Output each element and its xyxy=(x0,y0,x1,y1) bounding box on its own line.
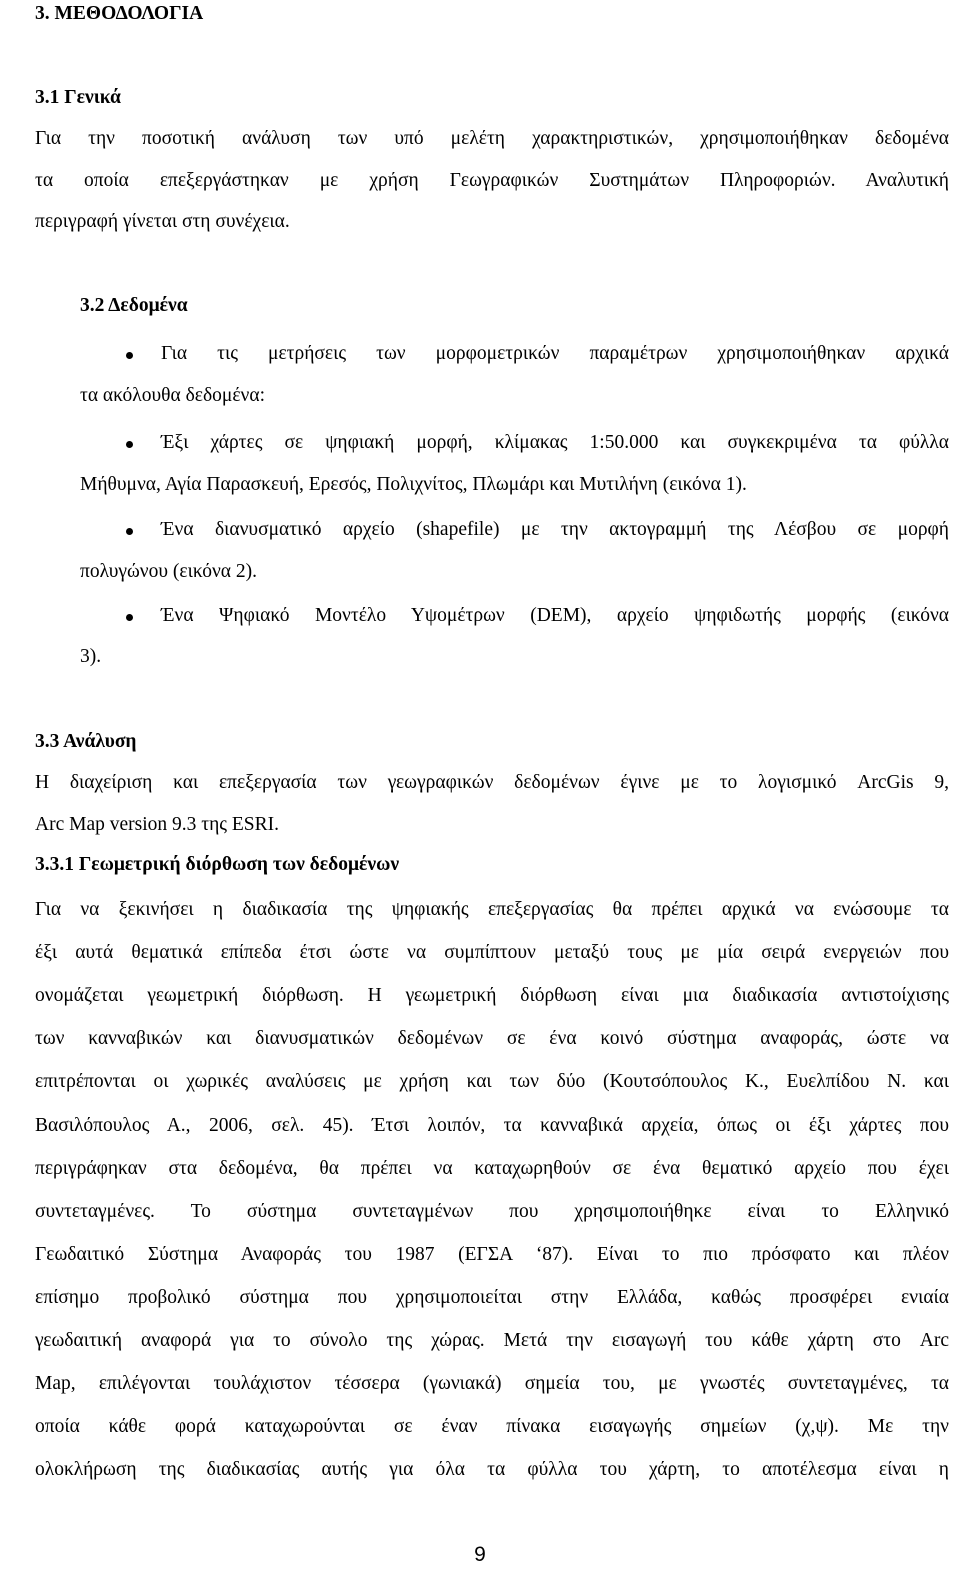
paragraph-line: τα οποία επεξεργάστηκαν με χρήση Γεωγραφικών Συστημάτων Πληροφοριών. Αναλυτική xyxy=(35,170,949,191)
paragraph-line: Η διαχείριση και επεξεργασία των γεωγραφικών δεδομένων έγινε με το λογισμικό ArcGis 9, xyxy=(35,772,949,793)
bullet-item-line: τα ακόλουθα δεδομένα: xyxy=(80,385,265,406)
paragraph-line: οποία κάθε φορά καταχωρούνται σε έναν πίνακα εισαγωγής σημείων (χ,ψ). Με την xyxy=(35,1416,949,1437)
paragraph-line: Arc Map version 9.3 της ESRI. xyxy=(35,814,280,835)
bullet-item-line: Για τις μετρήσεις των μορφομετρικών παραμέτρων χρησιμοποιήθηκαν αρχικά xyxy=(161,343,949,364)
section-3-3-1-title: 3.3.1 Γεωμετρική διόρθωση των δεδομένων xyxy=(35,854,400,875)
paragraph-line: συντεταγμένες. Το σύστημα συντεταγμένων που χρησιμοποιήθηκε είναι το Ελληνικό xyxy=(35,1201,949,1222)
section-3-1-title: 3.1 Γενικά xyxy=(35,87,121,108)
paragraph-line: ονομάζεται γεωμετρική διόρθωση. Η γεωμετρική διόρθωση είναι μια διαδικασία αντιστοίχισης xyxy=(35,985,949,1006)
paragraph-line: επιτρέπονται οι χωρικές αναλύσεις με χρήση και των δύο (Κουτσόπουλος Κ., Ευελπίδου Ν. και xyxy=(35,1071,949,1092)
chapter-heading: 3. ΜΕΘΟΔΟΛΟΓΙΑ xyxy=(35,3,204,24)
bullet-item-line: Έξι χάρτες σε ψηφιακή μορφή, κλίμακας 1:50.000 και συγκεκριμένα τα φύλλα xyxy=(161,432,949,453)
section-3-3-title: 3.3 Ανάλυση xyxy=(35,731,137,752)
paragraph-line: περιγράφηκαν στα δεδομένα, θα πρέπει να καταχωρηθούν σε ένα θεματικό αρχείο που έχει xyxy=(35,1158,949,1179)
bullet-icon xyxy=(126,441,133,448)
page-number: 9 xyxy=(474,1543,486,1566)
bullet-item-line: πολυγώνου (εικόνα 2). xyxy=(80,561,258,582)
paragraph-line: των κανναβικών και διανυσματικών δεδομένων σε ένα κοινό σύστημα αναφοράς, ώστε να xyxy=(35,1028,949,1049)
paragraph-line: Map, επιλέγονται τουλάχιστον τέσσερα (γωνιακά) σημεία του, με γνωστές συντεταγμένες, τα xyxy=(35,1373,949,1394)
bullet-icon xyxy=(126,528,133,535)
paragraph-line: Γεωδαιτικό Σύστημα Αναφοράς του 1987 (ΕΓΣΑ ‘87). Είναι το πιο πρόσφατο και πλέον xyxy=(35,1244,949,1265)
bullet-icon xyxy=(126,614,133,621)
bullet-item-line: Μήθυμνα, Αγία Παρασκευή, Ερεσός, Πολιχνίτος, Πλωμάρι και Μυτιλήνη (εικόνα 1). xyxy=(80,474,747,495)
bullet-item-line: Ένα διανυσματικό αρχείο (shapefile) με την ακτογραμμή της Λέσβου σε μορφή xyxy=(161,519,949,540)
bullet-item-line: 3). xyxy=(80,646,102,667)
section-3-2-title: 3.2 Δεδομένα xyxy=(80,295,188,316)
bullet-icon xyxy=(126,352,133,359)
paragraph-line: Για την ποσοτική ανάλυση των υπό μελέτη χαρακτηριστικών, χρησιμοποιήθηκαν δεδομένα xyxy=(35,128,949,149)
bullet-item-line: Ένα Ψηφιακό Μοντέλο Υψομέτρων (DEM), αρχείο ψηφιδωτής μορφής (εικόνα xyxy=(161,605,949,626)
paragraph-line: έξι αυτά θεματικά επίπεδα έτσι ώστε να συμπίπτουν μεταξύ τους με μία σειρά ενεργειών που xyxy=(35,942,949,963)
paragraph-line: περιγραφή γίνεται στη συνέχεια. xyxy=(35,211,290,232)
paragraph-line: ολοκλήρωση της διαδικασίας αυτής για όλα τα φύλλα του χάρτη, το αποτέλεσμα είναι η xyxy=(35,1459,949,1480)
paragraph-line: Για να ξεκινήσει η διαδικασία της ψηφιακής επεξεργασίας θα πρέπει αρχικά να ενώσουμε τα xyxy=(35,899,949,920)
paragraph-line: γεωδαιτική αναφορά για το σύνολο της χώρας. Μετά την εισαγωγή του κάθε χάρτη στο Arc xyxy=(35,1330,949,1351)
paragraph-line: Βασιλόπουλος Α., 2006, σελ. 45). Έτσι λοιπόν, τα κανναβικά αρχεία, όπως οι έξι χάρτες που xyxy=(35,1115,949,1136)
paragraph-line: επίσημο προβολικό σύστημα που χρησιμοποιείται στην Ελλάδα, καθώς προσφέρει ενιαία xyxy=(35,1287,949,1308)
